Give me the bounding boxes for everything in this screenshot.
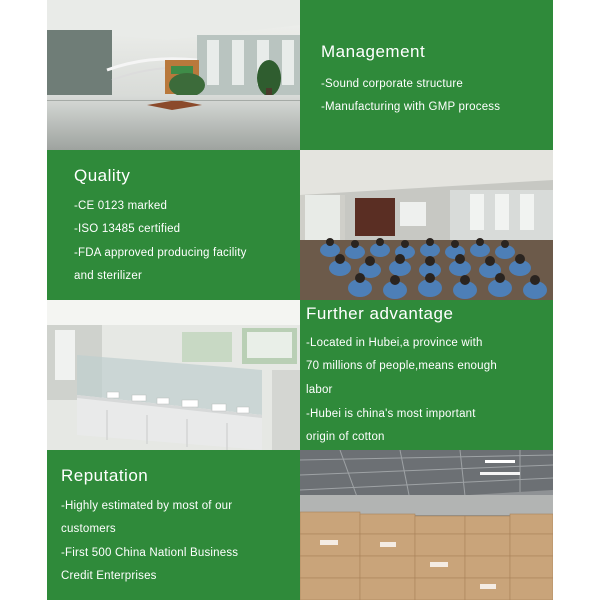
management-panel	[300, 0, 553, 150]
further-advantage-line-3: labor	[306, 384, 333, 396]
showroom-display-photo	[47, 300, 300, 450]
management-line-1: -Sound corporate structure	[321, 78, 463, 90]
quality-panel	[47, 150, 300, 300]
reputation-line-2: customers	[61, 523, 116, 535]
further-advantage-line-4: -Hubei is china's most important	[306, 408, 476, 420]
quality-line-1: -CE 0123 marked	[74, 200, 168, 212]
further-advantage-line-5: origin of cotton	[306, 431, 385, 443]
further-advantage-line-2: 70 millions of people,means enough	[306, 360, 497, 372]
management-line-2: -Manufacturing with GMP process	[321, 101, 501, 113]
reputation-line-4: Credit Enterprises	[61, 570, 157, 582]
company-lobby-photo	[47, 0, 300, 150]
further-advantage-line-1: -Located in Hubei,a province with	[306, 337, 483, 349]
reputation-panel	[47, 450, 300, 600]
warehouse-cartons-photo	[300, 450, 553, 600]
quality-title: Quality	[74, 166, 131, 185]
reputation-line-3: -First 500 China Nationl Business	[61, 547, 239, 559]
further-advantage-title: Further advantage	[306, 304, 454, 323]
further-advantage-panel	[300, 300, 553, 450]
quality-line-2: -ISO 13485 certified	[74, 223, 181, 235]
reputation-line-1: -Highly estimated by most of our	[61, 500, 233, 512]
quality-line-4: and sterilizer	[74, 270, 142, 282]
quality-line-3: -FDA approved producing facility	[74, 247, 247, 259]
reputation-title: Reputation	[61, 466, 149, 485]
staff-meeting-photo	[300, 150, 553, 300]
management-title: Management	[321, 42, 426, 61]
company-profile-grid	[47, 0, 553, 600]
